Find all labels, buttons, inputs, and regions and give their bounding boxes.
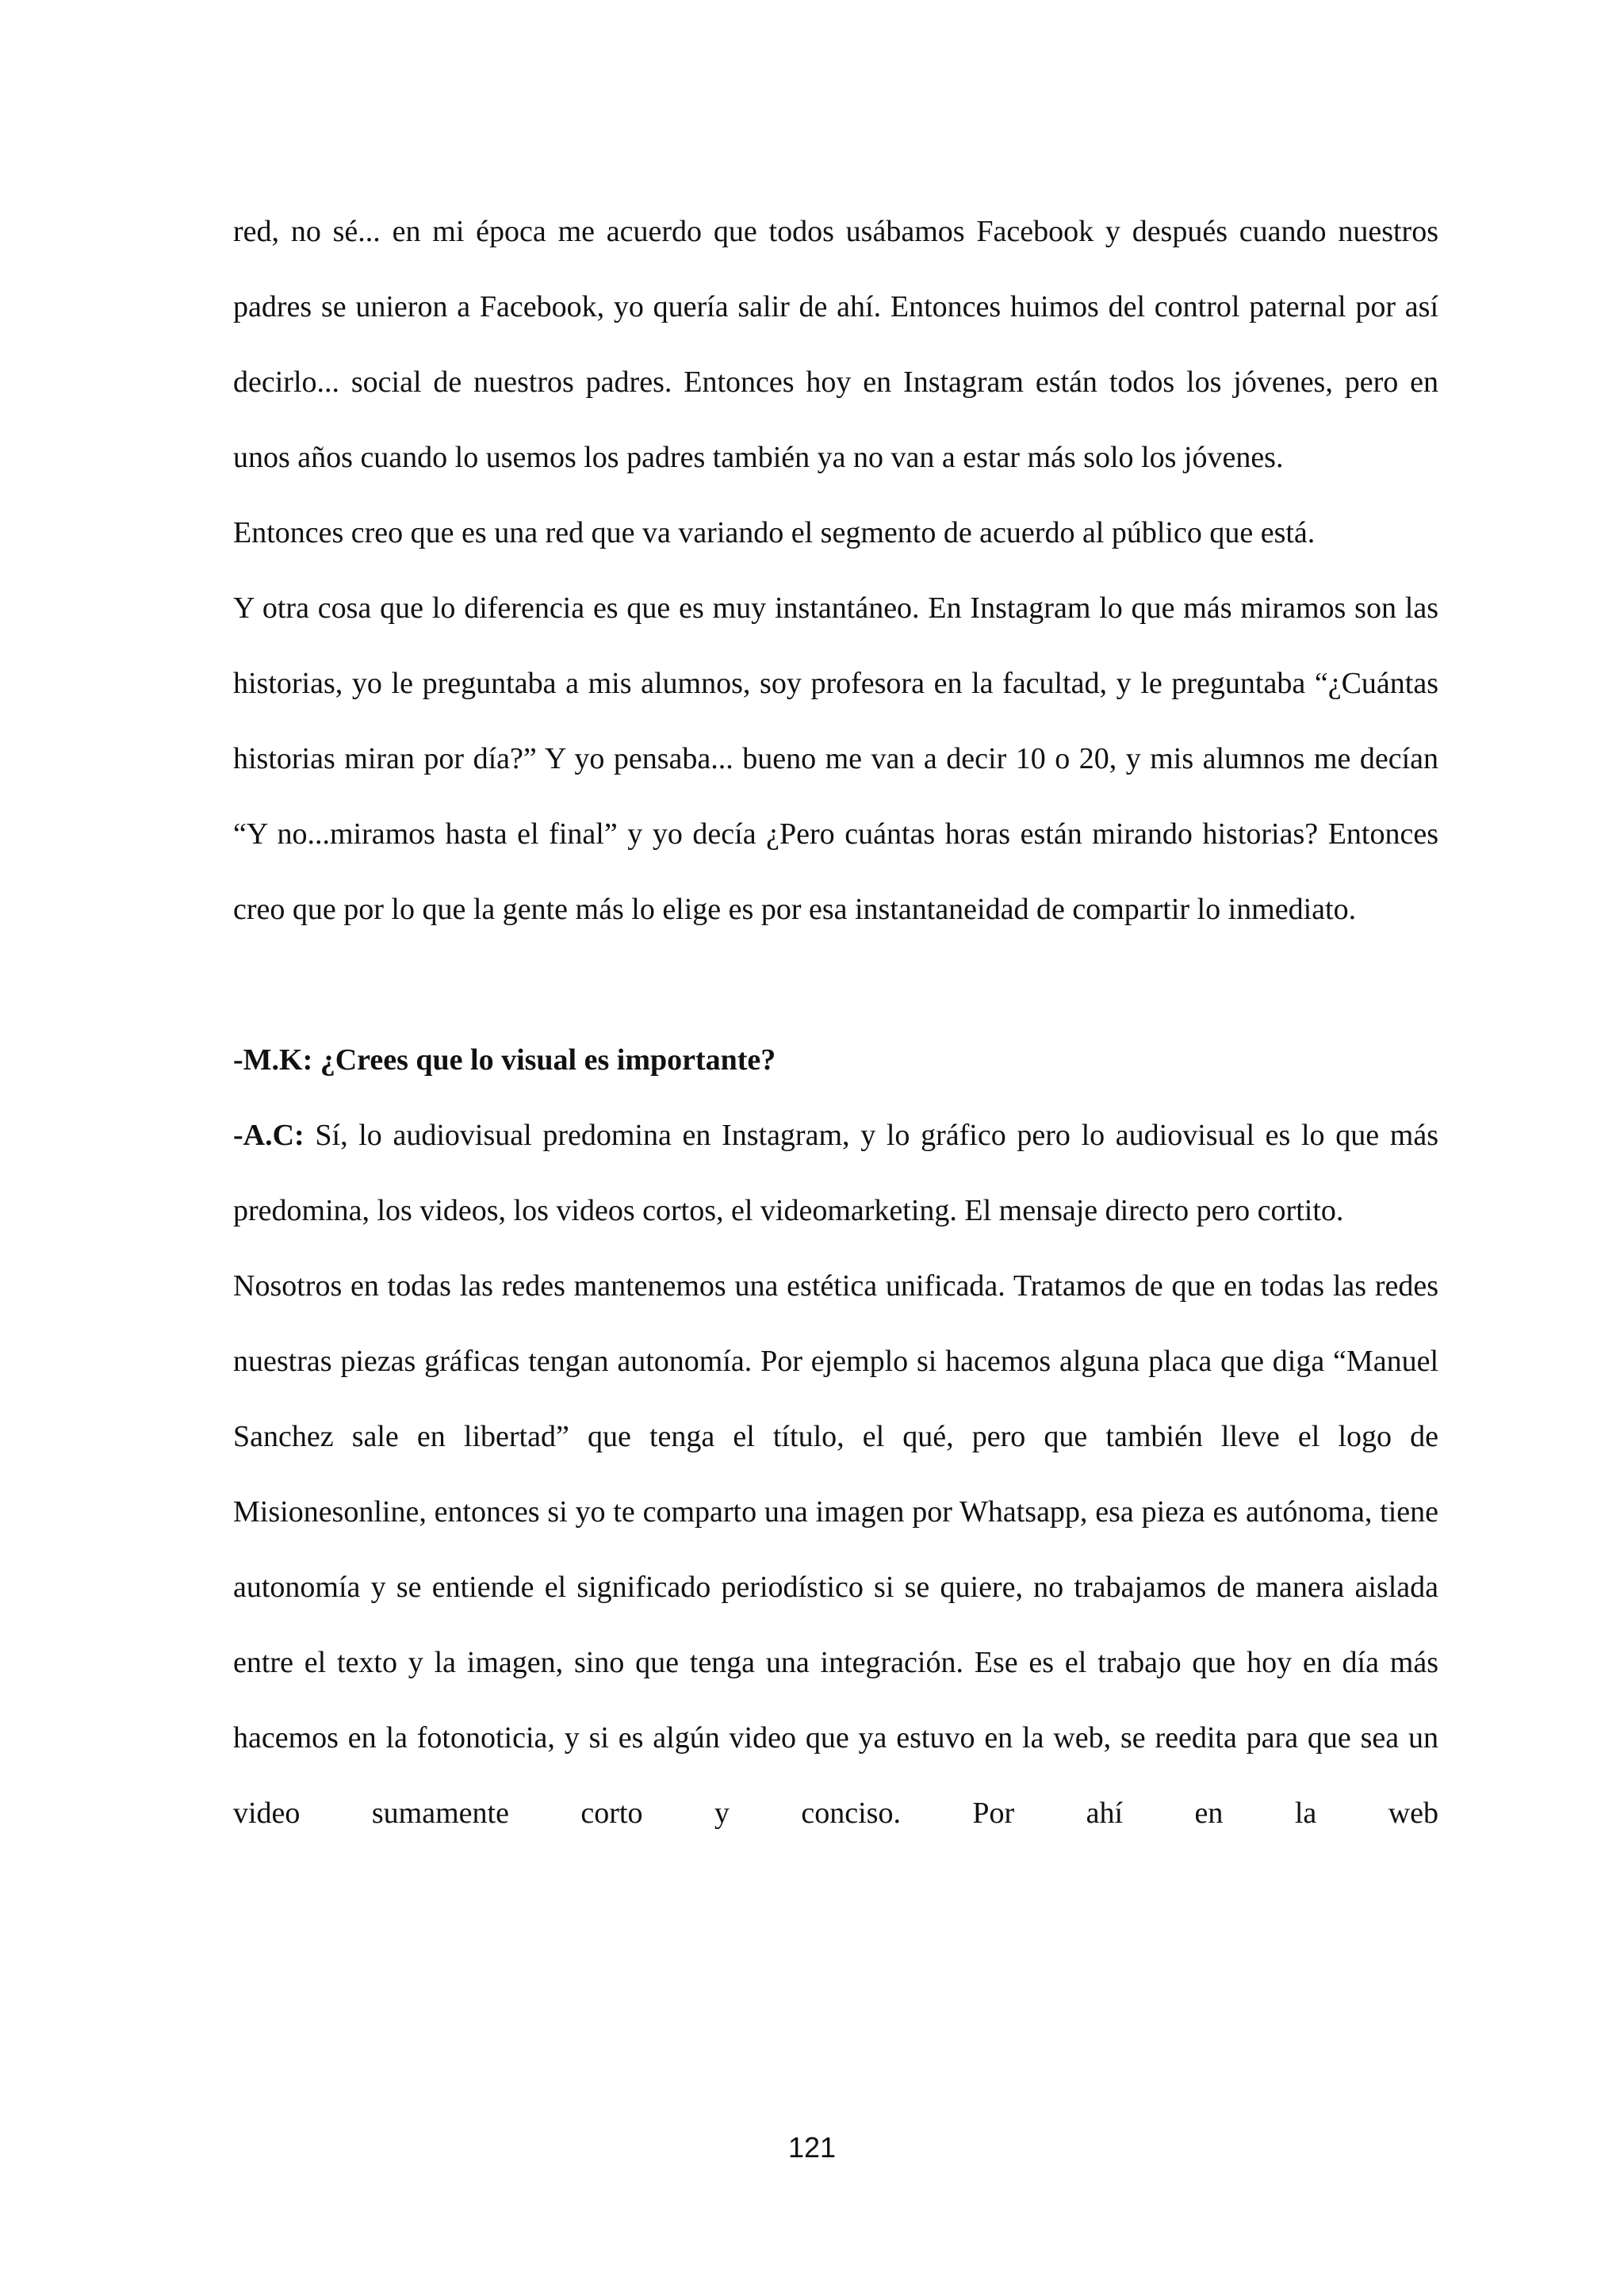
paragraph: red, no sé... en mi época me acuerdo que todos usábamos Facebook y después cuando nuestros padres se unieron a Facebook, yo quería salir de ahí. Entonces huimos del control paternal por así decirlo... social de nuestros padres. Entonces hoy en Instagram están todos los jóvenes, pero en unos años cuando lo usemos los padres también ya no van a estar más solo los jóvenes. [233, 215, 1438, 474]
answer-text: Sí, lo audiovisual predomina en Instagram, y lo gráfico pero lo audiovisual es lo que más predomina, los videos, los videos cortos, el videomarketing. El mensaje directo pero cortito. [233, 1119, 1438, 1227]
body-text [233, 194, 1438, 1851]
interview-question: -M.K: ¿Crees que lo visual es importante? [233, 1043, 776, 1077]
paragraph: Y otra cosa que lo diferencia es que es muy instantáneo. En Instagram lo que más miramos son las historias, yo le preguntaba a mis alumnos, soy profesora en la facultad, y le preguntaba “¿Cuántas historias miran por día?” Y yo pensaba... bueno me van a decir 10 o 20, y mis alumnos me decían “Y no...miramos hasta el final” y yo decía ¿Pero cuántas horas están mirando historias? Entonces creo que por lo que la gente más lo elige es por esa instantaneidad de compartir lo inmediato. [233, 591, 1438, 926]
interview-answer [233, 1098, 1438, 1249]
page-number: 121 [787, 2131, 837, 2164]
paragraph: Nosotros en todas las redes mantenemos una estética unificada. Tratamos de que en todas las redes nuestras piezas gráficas tengan autonomía. Por ejemplo si hacemos alguna placa que diga “Manuel Sanchez sale en libertad” que tenga el título, el qué, pero que también lleve el logo de Misionesonline, entonces si yo te comparto una imagen por Whatsapp, esa pieza es autónoma, tiene autonomía y se entiende el significado periodístico si se quiere, no trabajamos de manera aislada entre el texto y la imagen, sino que tenga una integración. Ese es el trabajo que hoy en día más hacemos en la fotonoticia, y si es algún video que ya estuvo en la web, se reedita para que sea un video sumamente corto y conciso. Por ahí en la web [233, 1269, 1438, 1830]
speaker-label: -A.C: [233, 1119, 304, 1152]
paragraph: Entonces creo que es una red que va variando el segmento de acuerdo al público que está. [233, 516, 1316, 549]
paragraph-gap [233, 947, 1438, 1023]
